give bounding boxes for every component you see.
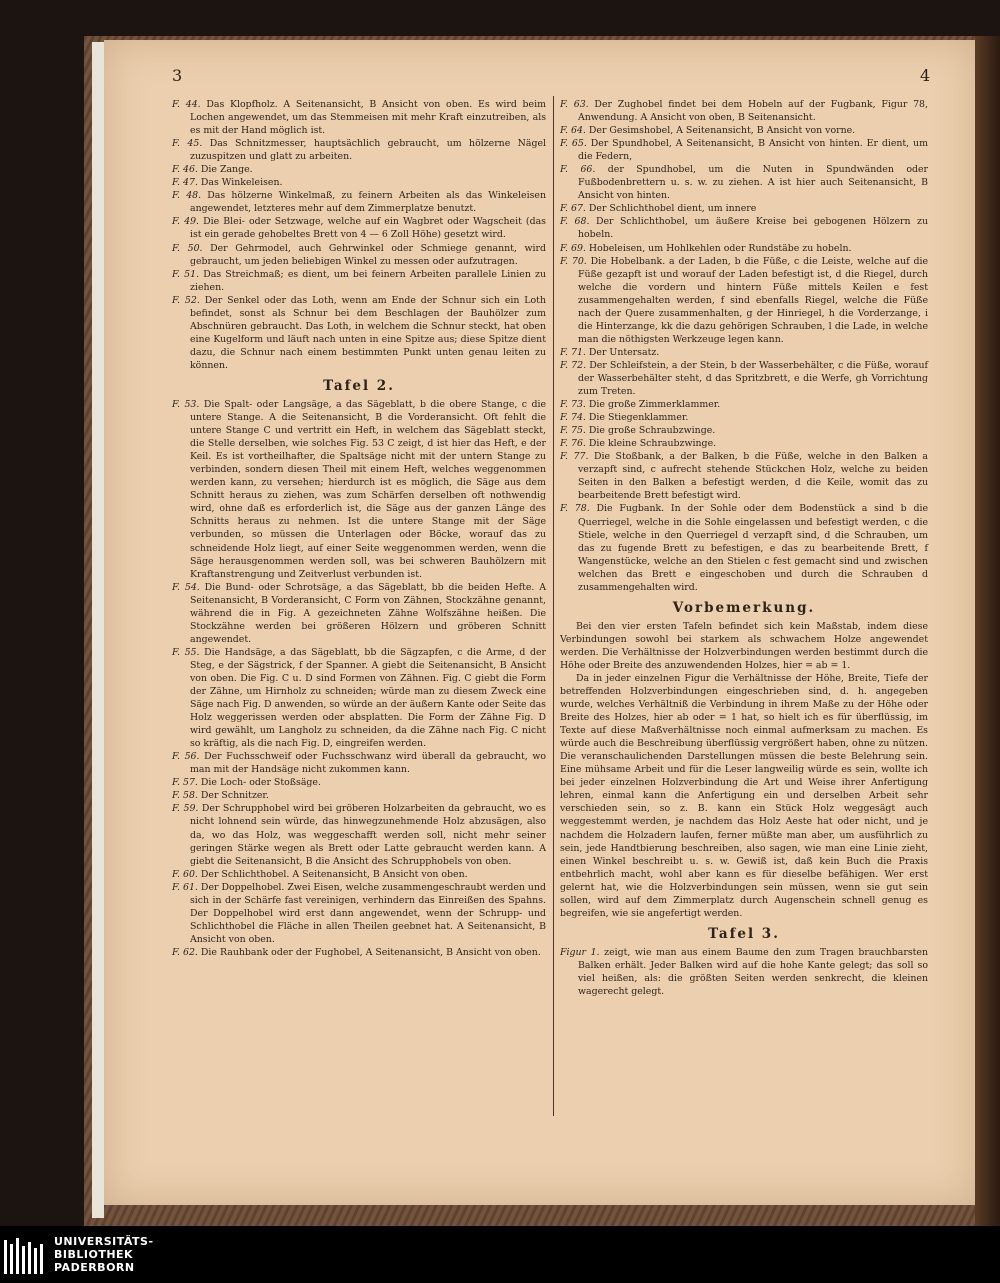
figure-label: F. 71. <box>560 346 586 358</box>
figure-entry <box>560 411 928 424</box>
figure-text: Der Schlichthobel, um äußere Kreise bei gebogenen Hölzern zu hobeln. <box>578 216 928 241</box>
figure-entry <box>172 163 546 176</box>
figure-text: der Spundhobel, um die Nuten in Spundwänden oder Fußbodenbrettern u. s. w. zu ziehen. A ist hier auch Seitenansicht, B Ansicht von hinten. <box>578 164 928 202</box>
figure-entry <box>560 398 928 411</box>
figure-label: F. 51. <box>172 268 200 280</box>
figure-entry <box>172 294 546 372</box>
vorbemerkung-text <box>560 620 928 920</box>
figure-entry <box>172 868 546 881</box>
figure-entry <box>560 215 928 241</box>
book-spine <box>975 36 1000 1226</box>
figure-text: Der Schrupphobel wird bei gröberen Holzarbeiten da gebraucht, wo es nicht lohnend sein würde, das hinwegzunehmende Holz abzusägen, also da, wo das Holz, was weggeschafft werden soll, nicht mehr seiner geringen Stärke wegen als Brett oder Latte gebraucht werden kann. A giebt die Seitenansicht, B die Ansicht des Schrupphobels von oben. <box>190 803 546 867</box>
figure-entry <box>560 502 928 593</box>
figure-entry <box>172 789 546 802</box>
figure-label: F. 54. <box>172 581 200 593</box>
figure-entry <box>560 124 928 137</box>
figure-entry <box>172 215 546 241</box>
figure-entry <box>560 137 928 163</box>
figure-label: F. 49. <box>172 216 200 228</box>
figure-entry <box>172 137 546 163</box>
library-logo-icon <box>2 1234 48 1278</box>
figure-label: F. 63. <box>560 99 589 110</box>
figure-text: Die Stiegenklammer. <box>588 412 689 424</box>
figure-label: F. 73. <box>560 399 586 411</box>
figure-entry <box>560 255 928 346</box>
figure-label: F. 61. <box>172 881 198 893</box>
figure-label: F. 56. <box>172 751 200 763</box>
figure-label: F. 45. <box>172 138 203 150</box>
page-edge <box>92 42 104 1218</box>
figure-text: Der Schleifstein, a der Stein, b der Wasserbehälter, c die Füße, worauf der Wasserbehälter steht, d das Spritzbrett, e die Werfe, gh Vorrichtung zum Treten. <box>578 359 928 398</box>
figure-text: Das Schnitzmesser, hauptsächlich gebraucht, um hölzerne Nägel zuzuspitzen und glatt zu arbeiten. <box>190 138 546 163</box>
figure-text: Der Spundhobel, A Seitenansicht, B Ansicht von hinten. Er dient, um die Federn, <box>578 138 928 163</box>
figure-text: Das hölzerne Winkelmaß, zu feinern Arbeiten als das Winkeleisen angewendet, letzteres mehr auf dem Zimmerplatze benutzt. <box>190 190 546 215</box>
figure-text: Die kleine Schraubzwinge. <box>588 438 717 450</box>
figure-label: F. 64. <box>560 125 586 137</box>
figure-label: F. 66. <box>560 164 596 176</box>
figure-label: Figur 1. <box>560 946 600 958</box>
figure-label: F. 72. <box>560 359 587 371</box>
column-divider <box>553 96 554 1116</box>
figure-label: F. 50. <box>172 242 203 254</box>
figure-entry <box>172 268 546 294</box>
figure-label: F. 70. <box>560 255 587 267</box>
heading-vorbemerkung: Vorbemerkung. <box>672 599 816 616</box>
entries-group-1 <box>172 98 546 372</box>
heading-tafel-2: Tafel 2. <box>323 377 395 394</box>
figure-text: Der Gesimshobel, A Seitenansicht, B Ansicht von vorne. <box>588 125 856 137</box>
figure-entry <box>172 242 546 268</box>
heading-tafel-3: Tafel 3. <box>708 925 780 942</box>
figure-label: F. 65. <box>560 138 587 150</box>
figure-label: F. 78. <box>560 503 590 515</box>
figure-text: Die Handsäge, a das Sägeblatt, bb die Sägzapfen, c die Arme, d der Steg, e der Sägstrick, f der Spanner. A giebt die Seitenansicht, B Ansicht von oben. Die Fig. C u. D sind Formen von Zähnen. Fig. C giebt die Form der Zähne, um Hirnholz zu schneiden; würde man zu diesem Zweck eine Säge nach Fig. D anwenden, so würde an der äußern Kante oder Seite das Holz weggerissen werden oder absplatten. Die Form der Zähne Fig. D wird gewählt, um Langholz zu schneiden, da die Zähne nach Fig. C nicht so kräftig, als die nach Fig. D, eingreifen werden. <box>190 646 547 750</box>
figure-label: F. 67. <box>560 203 586 215</box>
library-name-line-3: PADERBORN <box>54 1261 135 1274</box>
figure-text: Die Fugbank. In der Sohle oder dem Bodenstück a sind b die Querriegel, welche in die Sohle eingelassen und befestigt werden, c die Stiele, welche in den Querriegel d verzapft sind, d die Schrauben, um das zu fugende Brett zu befestigen, e das zu bearbeitende Brett, f Wangenstücke, welche an den Stielen c fest gemacht sind und zwischen welchen das Brett e eingeschoben und durch die Schrauben d zusammengehalten wird. <box>578 503 929 593</box>
figure-text: Die Zange. <box>200 164 253 176</box>
figure-text: Das Winkeleisen. <box>200 177 283 189</box>
figure-text: Der Schlichthobel dient, um innere <box>588 203 757 215</box>
figure-text: Die Rauhbank oder der Fughobel, A Seitenansicht, B Ansicht von oben. <box>200 946 541 958</box>
figure-label: F. 74. <box>560 412 586 424</box>
figure-entry <box>560 437 928 450</box>
figure-text: Der Untersatz. <box>588 346 660 358</box>
figure-entry <box>172 189 546 215</box>
figure-text: Der Gehrmodel, auch Gehrwinkel oder Schmiege genannt, wird gebraucht, um jeden beliebigen Winkel zu messen oder aufzutragen. <box>190 242 546 267</box>
figure-label: F. 53. <box>172 398 200 410</box>
figure-label: F. 44. <box>172 99 201 110</box>
figure-entry <box>172 398 546 581</box>
figure-label: F. 76. <box>560 438 586 450</box>
figur-1-entry <box>560 946 928 998</box>
figure-entry <box>560 163 928 202</box>
figure-label: F. 58. <box>172 790 198 802</box>
paragraph: Bei den vier ersten Tafeln befindet sich kein Maßstab, indem diese Verbindungen sowohl bei starkem als schwachem Holze angewendet werden. Die Verhältnisse der Holzverbindungen werden bestimmt durch die Höhe oder Breite des anzuwendenden Holzes, hier = ab = 1. <box>560 620 928 671</box>
page-number-right: 4 <box>920 66 931 85</box>
figure-text: Die Blei- oder Setzwage, welche auf ein Wagbret oder Wagscheit (das ist ein gerade gehobeltes Brett von 4 — 6 Zoll Höhe) gesetzt wird. <box>190 216 546 241</box>
figure-entry <box>172 946 546 959</box>
page-number-left: 3 <box>172 66 183 85</box>
figure-text: Die Spalt- oder Langsäge, a das Sägeblatt, b die obere Stange, c die untere Stange. A die Seitenansicht, B die Vorderansicht. Oft fehlt die untere Stange C und vertritt ein Heft, in welchem das Sägeblatt steckt, die Stelle derselben, wie solches Fig. 53 C zeigt, d ist hier das Heft, e der Keil. Es ist vortheilhafter, die Spaltsäge nicht mit der untern Stange zu verbinden, sondern diesen Theil mit einem Heft, welches weggenommen werden kann, zu versehen; hierdurch ist es möglich, die Säge aus dem Schnitt heraus zu ziehen, was zum Schärfen derselben oft nothwendig wird, ohne daß es erforderlich ist, die Säge aus der ganzen Länge des Schnitts heraus zu nehmen. Ist die untere Stange mit der Säge verbunden, so müssen die Unterlagen oder Böcke, worauf das zu schneidende Holz liegt, auf einer Seite weggenommen werden, wenn die Säge herausgenommen werden soll, was bei schweren Bauhölzern mit Kraftanstrengung und Zeitverlust verbunden ist. <box>190 398 546 580</box>
figure-text: Der Zughobel findet bei dem Hobeln auf der Fugbank, Figur 78, Anwendung. A Ansicht von oben, B Seitenansicht. <box>578 99 928 124</box>
figure-label: F. 52. <box>172 294 200 306</box>
figure-entry <box>172 176 546 189</box>
figure-label: F. 59. <box>172 803 199 815</box>
figure-entry <box>560 346 928 359</box>
figure-entry <box>172 776 546 789</box>
figure-entry <box>560 98 928 124</box>
figure-label: F. 75. <box>560 425 586 437</box>
figure-entry <box>560 359 928 398</box>
figure-label: F. 60. <box>172 868 198 880</box>
figure-entry <box>172 581 546 646</box>
figure-label: F. 77. <box>560 451 589 463</box>
figure-label: F. 46. <box>172 164 198 176</box>
library-name-line-1: UNIVERSITÄTS- <box>54 1235 154 1248</box>
figure-label: F. 62. <box>172 946 198 958</box>
figure-text: Die große Zimmerklammer. <box>588 399 721 411</box>
figure-label: F. 48. <box>172 190 202 202</box>
figure-label: F. 69. <box>560 242 586 254</box>
figure-text: Der Doppelhobel. Zwei Eisen, welche zusammengeschraubt werden und sich in der Schärfe fast vereinigen, verhindern das Einreißen des Spahns. Der Doppelhobel wird erst dann angewendet, wenn der Schrupp- und Schlichthobel die Fläche in allen Theilen geebnet hat. A Seitenansicht, B Ansicht von oben. <box>190 881 546 945</box>
paragraph: Da in jeder einzelnen Figur die Verhältnisse der Höhe, Breite, Tiefe der betreffenden Holzverbindungen eingeschrieben sind, d. h. angegeben wurde, welches Verhältniß die Verbindung in ihrem Maße zu der Höhe oder Breite des Holzes, hier ab oder = 1 hat, so hielt ich es für überflüssig, im Texte auf diese Maßverhältnisse noch einmal aufmerksam zu machen. Es würde auch die Beschreibung überflüssig vergrößert haben, ohne zu nützen. Die veranschaulichenden Darstellungen müssen die beste Belehrung sein. Eine mühsame Arbeit und für die Leser langweilig würde es sein, wollte ich bei jeder einzelnen Holzverbindung die Art und Weise ihrer Anfertigung lehren, einmal kann die Anfertigung ein und derselben Arbeit sehr verschieden sein, so z. B. kann ein Stück Holz weggesägt auch weggestemmt werden, je nachdem das Holz Aeste hat oder nicht, und je nachdem die Holzadern laufen, ferner müßte man aber, um ausführlich zu sein, jede Handtbierung beschreiben, also sagen, wie man eine Linie zieht, einen Winkel beschreibt u. s. w. Gewiß ist, daß kein Buch die Praxis entbehrlich macht, wohl aber kann es für dieselbe befähigen. Wer erst gelernt hat, wie die Holzverbindungen sein müssen, wenn sie gut sein sollen, wird auf dem Zimmerplatz durch Augenschein schnell genug es begreifen, wie sie angefertigt werden. <box>560 672 928 919</box>
figure-entry <box>560 242 928 255</box>
figure-label: F. 55. <box>172 646 200 658</box>
figure-text: Der Schlichthobel. A Seitenansicht, B Ansicht von oben. <box>200 868 468 880</box>
figure-text: Der Senkel oder das Loth, wenn am Ende der Schnur sich ein Loth befindet, sonst als Schnur bei dem Beschlagen der Bauhölzer zum Abschnüren gebraucht. Das Loth, in welchem die Schnur steckt, hat oben eine Kugelform und läuft nach unten in eine Spitze aus; diese Spitze dient dazu, die Schnur nach einem bestimmten Punkt unten genau leiten zu können. <box>190 294 546 371</box>
figure-text: Die Stoßbank, a der Balken, b die Füße, welche in den Balken a verzapft sind, c aufrecht stehende Stückchen Holz, welche zu beiden Seiten in den Balken a befestigt werden, d die Keile, womit das zu bearbeitende Brett befestigt wird. <box>578 451 928 502</box>
figure-entry <box>560 202 928 215</box>
figure-label: F. 57. <box>172 777 198 789</box>
figure-text: Das Streichmaß; es dient, um bei feinern Arbeiten parallele Linien zu ziehen. <box>190 268 546 293</box>
figure-text: Die Hobelbank. a der Laden, b die Füße, c die Leiste, welche auf die Füße gezapft ist und worauf der Laden befestigt ist, d die Riegel, durch welche die vordern und hintern Füße mittels Keilen e fest zusammengehalten werden, f sind ebenfalls Riegel, welche die Füße nach der Quere zusammenhalten, g der Hinriegel, h die Vorderzange, i die Hinterzange, kk die dazu gehörigen Schrauben, l die Lade, in welche man die nöthigsten Werkzeuge legen kann. <box>578 255 928 345</box>
figure-entry <box>172 802 546 867</box>
figure-entry <box>172 750 546 776</box>
figure-entry <box>560 424 928 437</box>
figure-text: Das Klopfholz. A Seitenansicht, B Ansicht von oben. Es wird beim Lochen angewendet, um das Stemmeisen mit mehr Kraft einzutreiben, als es mit der Hand möglich ist. <box>190 99 546 137</box>
entries-group-2 <box>172 398 546 959</box>
figure-text: zeigt, wie man aus einem Baume den zum Tragen brauchbarsten Balken erhält. Jeder Balken wird auf die hohe Kante gelegt; das soll so viel heißen, als: die größten Seiten werden senkrecht, die kleinen wagerecht gelegt. <box>578 946 929 997</box>
figure-text: Der Schnitzer. <box>200 790 269 802</box>
figure-label: F. 47. <box>172 177 198 189</box>
figure-entry <box>560 450 928 502</box>
library-name-line-2: BIBLIOTHEK <box>54 1248 134 1261</box>
figure-entry <box>172 881 546 946</box>
figure-entry <box>172 646 546 750</box>
library-name <box>54 1235 154 1274</box>
figure-text: Die große Schraubzwinge. <box>588 425 716 437</box>
figure-label: F. 68. <box>560 216 590 228</box>
right-column <box>560 98 928 998</box>
figure-entry <box>172 98 546 137</box>
figure-text: Der Fuchsschweif oder Fuchsschwanz wird überall da gebraucht, wo man mit der Handsäge nicht zukommen kann. <box>190 751 546 776</box>
figure-text: Die Bund- oder Schrotsäge, a das Sägeblatt, bb die beiden Hefte. A Seitenansicht, B Vorderansicht, C Form von Zähnen, Stockzähne genannt, während die in Fig. A gezeichneten Zähne Wolfszähne heißen. Die Stockzähne werden bei größeren Hölzern und gröberen Schnitt angewendet. <box>190 581 546 645</box>
left-column <box>172 98 546 959</box>
figure-text: Die Loch- oder Stoßsäge. <box>200 777 321 789</box>
figure-text: Hobeleisen, um Hohlkehlen oder Rundstäbe zu hobeln. <box>588 242 852 254</box>
entries-group-3 <box>560 98 928 594</box>
